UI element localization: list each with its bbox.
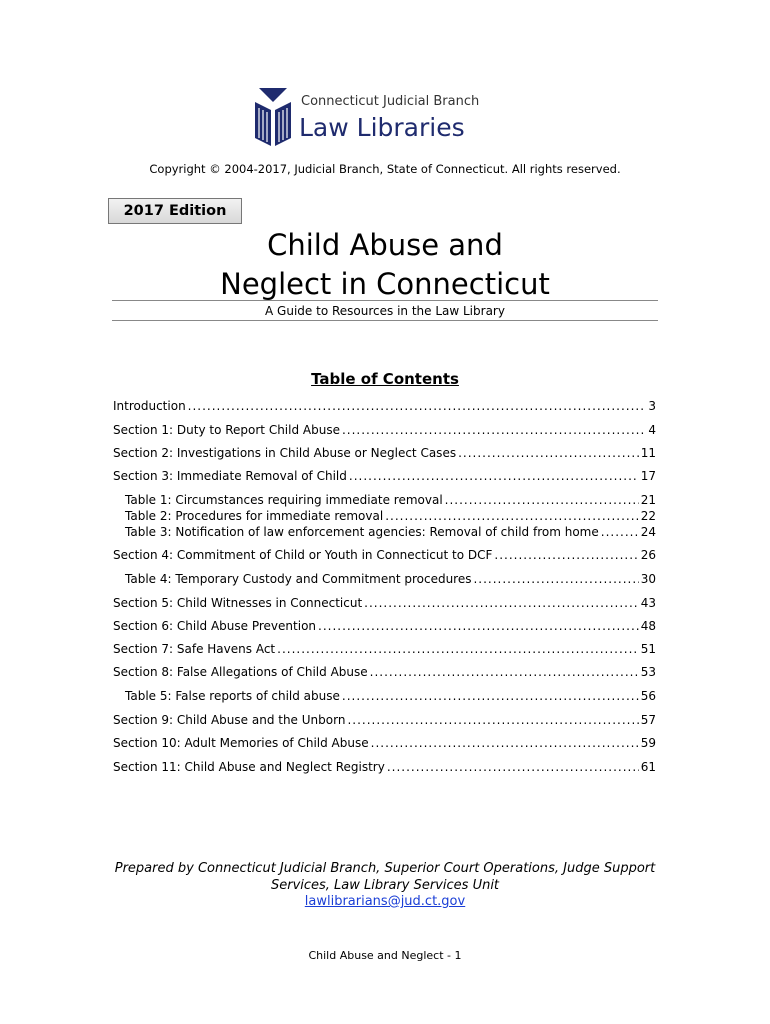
toc-leader-dots — [371, 736, 639, 751]
toc-entry[interactable] — [113, 548, 656, 563]
toc-entry-page: 43 — [640, 596, 656, 610]
copyright-notice: Copyright © 2004-2017, Judicial Branch, State of Connecticut. All rights reserved. — [149, 162, 621, 176]
toc-leader-dots — [364, 596, 639, 611]
toc-leader-dots — [601, 525, 639, 540]
toc-entry-page: 26 — [640, 548, 656, 562]
toc-leader-dots — [342, 689, 639, 704]
toc-entry-page: 11 — [640, 446, 656, 460]
toc-entry-label: Section 1: Duty to Report Child Abuse — [113, 423, 340, 437]
toc-entry[interactable] — [113, 760, 656, 775]
title-line-1: Child Abuse and — [267, 228, 503, 262]
toc-leader-dots — [342, 423, 646, 438]
toc-entry[interactable] — [125, 689, 656, 704]
toc-entry[interactable] — [113, 469, 656, 484]
toc-leader-dots — [445, 493, 639, 508]
toc-entry-label: Section 8: False Allegations of Child Abuse — [113, 665, 368, 679]
law-libraries-logo — [253, 86, 483, 148]
toc-entry-page: 3 — [648, 399, 656, 413]
prepared-by — [0, 861, 770, 894]
toc-leader-dots — [318, 619, 639, 634]
toc-entry[interactable] — [113, 713, 656, 728]
toc-entry[interactable] — [113, 446, 656, 461]
toc-leader-dots — [473, 572, 638, 587]
toc-entry-page: 51 — [640, 642, 656, 656]
toc-heading: Table of Contents — [311, 370, 459, 388]
toc-entry-label: Table 5: False reports of child abuse — [125, 689, 340, 703]
title-line-2: Neglect in Connecticut — [220, 267, 550, 301]
document-title — [0, 226, 770, 304]
toc-entry-label: Table 4: Temporary Custody and Commitment procedures — [125, 572, 472, 586]
toc-entry-label: Section 9: Child Abuse and the Unborn — [113, 713, 346, 727]
title-divider-top — [112, 300, 658, 301]
toc-entry-page: 53 — [640, 665, 656, 679]
toc-leader-dots — [387, 760, 639, 775]
prepared-by-line-1: Prepared by Connecticut Judicial Branch, Superior Court Operations, Judge Support — [114, 861, 656, 876]
toc-entry[interactable] — [125, 509, 656, 524]
toc-entry[interactable] — [125, 572, 656, 587]
toc-entry-page: 61 — [640, 760, 656, 774]
toc-entry-page: 17 — [640, 469, 656, 483]
toc-entry-page: 24 — [640, 525, 656, 539]
edition-badge: 2017 Edition — [108, 198, 242, 224]
toc-entry[interactable] — [125, 493, 656, 508]
toc-entry-label: Section 3: Immediate Removal of Child — [113, 469, 347, 483]
toc-entry[interactable] — [125, 525, 656, 540]
toc-leader-dots — [385, 509, 639, 524]
toc-entry-page: 30 — [640, 572, 656, 586]
toc-entry-label: Section 4: Commitment of Child or Youth in Connecticut to DCF — [113, 548, 493, 562]
page-footer: Child Abuse and Neglect - 1 — [308, 949, 462, 962]
toc-entry-page: 22 — [640, 509, 656, 523]
toc-entry-label: Section 2: Investigations in Child Abuse or Neglect Cases — [113, 446, 457, 460]
logo-top-line: Connecticut Judicial Branch — [301, 94, 480, 109]
toc-leader-dots — [370, 665, 639, 680]
toc-entry[interactable] — [113, 665, 656, 680]
toc-entry-label: Table 3: Notification of law enforcement agencies: Removal of child from home — [125, 525, 599, 539]
toc-entry-label: Section 6: Child Abuse Prevention — [113, 619, 317, 633]
toc-leader-dots — [349, 469, 639, 484]
toc-entry-page: 48 — [640, 619, 656, 633]
book-building-icon — [253, 88, 293, 146]
toc-entry-label: Table 1: Circumstances requiring immediate removal — [125, 493, 443, 507]
toc-entry[interactable] — [113, 642, 656, 657]
document-subtitle: A Guide to Resources in the Law Library — [265, 304, 505, 318]
contact-email-link[interactable]: lawlibrarians@jud.ct.gov — [304, 894, 466, 909]
toc-entry-label: Introduction — [113, 399, 186, 413]
logo-main-line: Law Libraries — [299, 113, 465, 142]
prepared-by-line-2: Services, Law Library Services Unit — [270, 877, 500, 893]
toc-entry-label: Table 2: Procedures for immediate removal — [125, 509, 384, 523]
toc-leader-dots — [188, 399, 647, 414]
toc-entry[interactable] — [113, 619, 656, 634]
title-divider-bottom — [112, 320, 658, 321]
toc-leader-dots — [347, 713, 638, 728]
toc-entry-page: 4 — [648, 423, 656, 437]
toc-entry[interactable] — [113, 423, 656, 438]
contact-email — [0, 894, 770, 909]
toc-entry[interactable] — [113, 736, 656, 751]
toc-entry-label: Section 10: Adult Memories of Child Abuse — [113, 736, 369, 750]
toc-entry-page: 56 — [640, 689, 656, 703]
toc-entry-label: Section 7: Safe Havens Act — [113, 642, 276, 656]
toc-entry[interactable] — [113, 399, 656, 414]
toc-entry-label: Section 11: Child Abuse and Neglect Registry — [113, 760, 385, 774]
toc-leader-dots — [494, 548, 638, 563]
toc-leader-dots — [458, 446, 639, 461]
toc-entry-page: 57 — [640, 713, 656, 727]
toc-leader-dots — [277, 642, 639, 657]
toc-entry-page: 21 — [640, 493, 656, 507]
toc-entry-page: 59 — [640, 736, 656, 750]
toc-entry[interactable] — [113, 596, 656, 611]
toc-entry-label: Section 5: Child Witnesses in Connecticut — [113, 596, 363, 610]
